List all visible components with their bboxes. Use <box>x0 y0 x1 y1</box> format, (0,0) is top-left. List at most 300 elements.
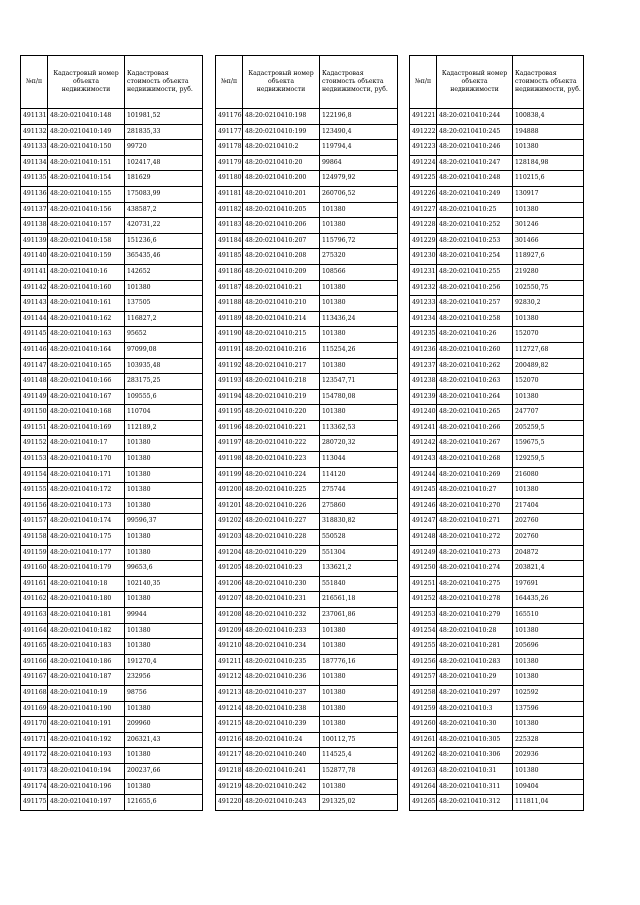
cadastral-number: 48:20:0210410:161 <box>48 296 125 312</box>
row-number: 491204 <box>216 545 243 561</box>
table-row <box>21 701 203 717</box>
table-row <box>21 124 203 140</box>
cadastral-number: 48:20:0210410:219 <box>243 389 320 405</box>
row-number: 491202 <box>216 514 243 530</box>
cadastral-number: 48:20:0210410:205 <box>243 202 320 218</box>
table-row <box>216 233 398 249</box>
cadastral-number: 48:20:0210410:228 <box>243 530 320 546</box>
table-row <box>21 498 203 514</box>
cadastral-value: 119794,4 <box>320 140 398 156</box>
header-num: №п/п <box>216 56 243 109</box>
row-number: 491195 <box>216 405 243 421</box>
table-row <box>216 685 398 701</box>
table-row <box>21 623 203 639</box>
table-row <box>216 592 398 608</box>
row-number: 491250 <box>410 561 437 577</box>
table-row <box>410 249 584 265</box>
cadastral-value: 101380 <box>513 311 584 327</box>
cadastral-value: 129259,5 <box>513 452 584 468</box>
cadastral-number: 48:20:0210410:305 <box>437 732 513 748</box>
table-row <box>21 763 203 779</box>
row-number: 491167 <box>21 670 48 686</box>
row-number: 491260 <box>410 717 437 733</box>
row-number: 491246 <box>410 498 437 514</box>
row-number: 491160 <box>21 561 48 577</box>
table-row <box>216 748 398 764</box>
table-row <box>410 670 584 686</box>
row-number: 491168 <box>21 685 48 701</box>
cadastral-number: 48:20:0210410:180 <box>48 592 125 608</box>
table-row <box>410 389 584 405</box>
row-number: 491192 <box>216 358 243 374</box>
table-row <box>216 280 398 296</box>
table-row <box>410 311 584 327</box>
row-number: 491262 <box>410 748 437 764</box>
row-number: 491163 <box>21 608 48 624</box>
row-number: 491177 <box>216 124 243 140</box>
table-row <box>216 701 398 717</box>
row-number: 491239 <box>410 389 437 405</box>
row-number: 491150 <box>21 405 48 421</box>
table-row <box>410 140 584 156</box>
row-number: 491214 <box>216 701 243 717</box>
cadastral-value: 275320 <box>320 249 398 265</box>
row-number: 491240 <box>410 405 437 421</box>
row-number: 491166 <box>21 654 48 670</box>
cadastral-number: 48:20:0210410:200 <box>243 171 320 187</box>
cadastral-value: 275860 <box>320 498 398 514</box>
cadastral-number: 48:20:0210410:274 <box>437 561 513 577</box>
table-row <box>410 732 584 748</box>
cadastral-value: 102417,48 <box>125 155 203 171</box>
cadastral-number: 48:20:0210410:262 <box>437 358 513 374</box>
cadastral-value: 281835,33 <box>125 124 203 140</box>
table-row <box>410 405 584 421</box>
cadastral-value: 103935,48 <box>125 358 203 374</box>
table-row <box>21 467 203 483</box>
cadastral-value: 237061,86 <box>320 608 398 624</box>
table-row <box>216 420 398 436</box>
cadastral-number: 48:20:0210410:220 <box>243 405 320 421</box>
cadastral-number: 48:20:0210410:236 <box>243 670 320 686</box>
cadastral-number: 48:20:0210410:177 <box>48 545 125 561</box>
cadastral-value: 102140,35 <box>125 576 203 592</box>
row-number: 491223 <box>410 140 437 156</box>
table-row <box>410 109 584 125</box>
table-row <box>410 327 584 343</box>
row-number: 491213 <box>216 685 243 701</box>
cadastral-number: 48:20:0210410:18 <box>48 576 125 592</box>
cadastral-number: 48:20:0210410:226 <box>243 498 320 514</box>
cadastral-value: 112189,2 <box>125 420 203 436</box>
table-row <box>410 514 584 530</box>
row-number: 491165 <box>21 639 48 655</box>
row-number: 491198 <box>216 452 243 468</box>
cadastral-value: 108566 <box>320 264 398 280</box>
cadastral-value: 101380 <box>513 483 584 499</box>
cadastral-number: 48:20:0210410:249 <box>437 186 513 202</box>
table-row <box>21 389 203 405</box>
cadastral-value: 217404 <box>513 498 584 514</box>
row-number: 491162 <box>21 592 48 608</box>
row-number: 491148 <box>21 374 48 390</box>
table-row <box>410 592 584 608</box>
cadastral-value: 101380 <box>125 592 203 608</box>
table-row <box>410 530 584 546</box>
table-row <box>21 420 203 436</box>
cadastral-value: 101380 <box>513 670 584 686</box>
row-number: 491228 <box>410 218 437 234</box>
row-number: 491226 <box>410 186 437 202</box>
table-row <box>216 514 398 530</box>
table-row <box>21 639 203 655</box>
cadastral-number: 48:20:0210410:157 <box>48 218 125 234</box>
row-number: 491133 <box>21 140 48 156</box>
table-row <box>216 732 398 748</box>
row-number: 491205 <box>216 561 243 577</box>
cadastral-number: 48:20:0210410:232 <box>243 608 320 624</box>
cadastral-number: 48:20:0210410:265 <box>437 405 513 421</box>
table-row <box>410 654 584 670</box>
cadastral-value: 101380 <box>320 685 398 701</box>
row-number: 491211 <box>216 654 243 670</box>
cadastral-value: 111811,04 <box>513 795 584 811</box>
table-row <box>410 124 584 140</box>
row-number: 491215 <box>216 717 243 733</box>
cadastral-number: 48:20:0210410:19 <box>48 685 125 701</box>
cadastral-number: 48:20:0210410:165 <box>48 358 125 374</box>
cadastral-value: 124979,92 <box>320 171 398 187</box>
table-row <box>216 545 398 561</box>
row-number: 491180 <box>216 171 243 187</box>
row-number: 491137 <box>21 202 48 218</box>
cadastral-number: 48:20:0210410:25 <box>437 202 513 218</box>
table-header-row <box>216 56 398 109</box>
table-row <box>410 748 584 764</box>
table-row <box>410 436 584 452</box>
row-number: 491159 <box>21 545 48 561</box>
cadastral-number: 48:20:0210410:190 <box>48 701 125 717</box>
cadastral-value: 109404 <box>513 779 584 795</box>
header-cadastral-number: Кадастровый номер объекта недвижимости <box>243 56 320 109</box>
table-row <box>21 592 203 608</box>
row-number: 491189 <box>216 311 243 327</box>
cadastral-number: 48:20:0210410:264 <box>437 389 513 405</box>
cadastral-number: 48:20:0210410:179 <box>48 561 125 577</box>
table-row <box>216 296 398 312</box>
row-number: 491217 <box>216 748 243 764</box>
cadastral-number: 48:20:0210410:278 <box>437 592 513 608</box>
cadastral-value: 202936 <box>513 748 584 764</box>
cadastral-number: 48:20:0210410:267 <box>437 436 513 452</box>
cadastral-number: 48:20:0210410:207 <box>243 233 320 249</box>
cadastral-number: 48:20:0210410:167 <box>48 389 125 405</box>
cadastral-value: 121655,6 <box>125 795 203 811</box>
table-row <box>21 576 203 592</box>
row-number: 491156 <box>21 498 48 514</box>
row-number: 491161 <box>21 576 48 592</box>
table-row <box>21 171 203 187</box>
row-number: 491169 <box>21 701 48 717</box>
cadastral-number: 48:20:0210410:151 <box>48 155 125 171</box>
cadastral-number: 48:20:0210410:227 <box>243 514 320 530</box>
cadastral-number: 48:20:0210410:306 <box>437 748 513 764</box>
cadastral-value: 101380 <box>125 701 203 717</box>
table-row <box>21 779 203 795</box>
row-number: 491188 <box>216 296 243 312</box>
row-number: 491191 <box>216 342 243 358</box>
cadastral-value: 116827,2 <box>125 311 203 327</box>
cadastral-number: 48:20:0210410:27 <box>437 483 513 499</box>
row-number: 491209 <box>216 623 243 639</box>
cadastral-number: 48:20:0210410:221 <box>243 420 320 436</box>
row-number: 491247 <box>410 514 437 530</box>
cadastral-number: 48:20:0210410:197 <box>48 795 125 811</box>
cadastral-number: 48:20:0210410:229 <box>243 545 320 561</box>
row-number: 491153 <box>21 452 48 468</box>
cadastral-number: 48:20:0210410:166 <box>48 374 125 390</box>
table-row <box>216 186 398 202</box>
cadastral-number: 48:20:0210410:297 <box>437 685 513 701</box>
row-number: 491243 <box>410 452 437 468</box>
cadastral-number: 48:20:0210410:163 <box>48 327 125 343</box>
header-num: №п/п <box>21 56 48 109</box>
cadastral-number: 48:20:0210410:182 <box>48 623 125 639</box>
cadastral-number: 48:20:0210410:20 <box>243 155 320 171</box>
row-number: 491154 <box>21 467 48 483</box>
row-number: 491149 <box>21 389 48 405</box>
cadastral-value: 101380 <box>320 327 398 343</box>
table-header-row <box>410 56 584 109</box>
cadastral-value: 123547,71 <box>320 374 398 390</box>
cadastral-number: 48:20:0210410:210 <box>243 296 320 312</box>
table-row <box>21 670 203 686</box>
row-number: 491134 <box>21 155 48 171</box>
table-row <box>21 140 203 156</box>
cadastral-value: 101380 <box>513 763 584 779</box>
cadastral-value: 438587,2 <box>125 202 203 218</box>
table-row <box>21 311 203 327</box>
table-row <box>410 374 584 390</box>
row-number: 491144 <box>21 311 48 327</box>
row-number: 491155 <box>21 483 48 499</box>
table-row <box>410 342 584 358</box>
cadastral-value: 99864 <box>320 155 398 171</box>
cadastral-number: 48:20:0210410:258 <box>437 311 513 327</box>
row-number: 491141 <box>21 264 48 280</box>
row-number: 491158 <box>21 530 48 546</box>
cadastral-value: 101380 <box>320 202 398 218</box>
cadastral-number: 48:20:0210410:257 <box>437 296 513 312</box>
row-number: 491176 <box>216 109 243 125</box>
cadastral-number: 48:20:0210410:174 <box>48 514 125 530</box>
row-number: 491265 <box>410 795 437 811</box>
cadastral-value: 232956 <box>125 670 203 686</box>
table-row <box>216 623 398 639</box>
table-row <box>216 436 398 452</box>
table-row <box>21 233 203 249</box>
cadastral-value: 137505 <box>125 296 203 312</box>
cadastral-value: 99653,6 <box>125 561 203 577</box>
cadastral-value: 113044 <box>320 452 398 468</box>
cadastral-table-2 <box>215 55 398 811</box>
table-row <box>410 576 584 592</box>
row-number: 491190 <box>216 327 243 343</box>
cadastral-value: 550528 <box>320 530 398 546</box>
table-row <box>410 639 584 655</box>
cadastral-number: 48:20:0210410:16 <box>48 264 125 280</box>
cadastral-value: 283175,25 <box>125 374 203 390</box>
cadastral-value: 151236,6 <box>125 233 203 249</box>
row-number: 491201 <box>216 498 243 514</box>
table-row <box>410 623 584 639</box>
table-row <box>216 311 398 327</box>
cadastral-value: 128184,98 <box>513 155 584 171</box>
row-number: 491238 <box>410 374 437 390</box>
table-row <box>410 779 584 795</box>
table-row <box>410 608 584 624</box>
row-number: 491251 <box>410 576 437 592</box>
row-number: 491224 <box>410 155 437 171</box>
cadastral-value: 101380 <box>125 545 203 561</box>
table-row <box>21 545 203 561</box>
table-row <box>410 483 584 499</box>
cadastral-value: 115254,26 <box>320 342 398 358</box>
row-number: 491222 <box>410 124 437 140</box>
table-row <box>21 748 203 764</box>
table-row <box>410 280 584 296</box>
cadastral-value: 101380 <box>513 202 584 218</box>
cadastral-number: 48:20:0210410:266 <box>437 420 513 436</box>
cadastral-value: 551840 <box>320 576 398 592</box>
cadastral-number: 48:20:0210410:209 <box>243 264 320 280</box>
cadastral-value: 225328 <box>513 732 584 748</box>
cadastral-value: 175083,99 <box>125 186 203 202</box>
cadastral-value: 101380 <box>320 623 398 639</box>
cadastral-number: 48:20:0210410:237 <box>243 685 320 701</box>
cadastral-value: 101380 <box>125 467 203 483</box>
table-row <box>216 140 398 156</box>
row-number: 491235 <box>410 327 437 343</box>
table-row <box>21 374 203 390</box>
cadastral-number: 48:20:0210410:235 <box>243 654 320 670</box>
cadastral-number: 48:20:0210410:193 <box>48 748 125 764</box>
cadastral-value: 101380 <box>320 218 398 234</box>
cadastral-value: 202760 <box>513 530 584 546</box>
row-number: 491135 <box>21 171 48 187</box>
table-row <box>410 420 584 436</box>
cadastral-number: 48:20:0210410:223 <box>243 452 320 468</box>
table-row <box>410 186 584 202</box>
row-number: 491186 <box>216 264 243 280</box>
cadastral-value: 203821,4 <box>513 561 584 577</box>
header-cadastral-number: Кадастровый номер объекта недвижимости <box>437 56 513 109</box>
table-row <box>216 124 398 140</box>
cadastral-value: 130917 <box>513 186 584 202</box>
table-row <box>216 452 398 468</box>
cadastral-number: 48:20:0210410:191 <box>48 717 125 733</box>
row-number: 491138 <box>21 218 48 234</box>
table-row <box>216 389 398 405</box>
cadastral-value: 123490,4 <box>320 124 398 140</box>
table-row <box>410 717 584 733</box>
cadastral-value: 100838,4 <box>513 109 584 125</box>
table-row <box>410 202 584 218</box>
row-number: 491261 <box>410 732 437 748</box>
cadastral-number: 48:20:0210410:275 <box>437 576 513 592</box>
table-row <box>216 779 398 795</box>
table-row <box>21 732 203 748</box>
row-number: 491219 <box>216 779 243 795</box>
row-number: 491207 <box>216 592 243 608</box>
cadastral-value: 209960 <box>125 717 203 733</box>
table-row <box>216 561 398 577</box>
row-number: 491231 <box>410 264 437 280</box>
cadastral-number: 48:20:0210410:164 <box>48 342 125 358</box>
cadastral-number: 48:20:0210410:28 <box>437 623 513 639</box>
cadastral-number: 48:20:0210410:2 <box>243 140 320 156</box>
table-row <box>410 155 584 171</box>
cadastral-number: 48:20:0210410:218 <box>243 374 320 390</box>
cadastral-value: 102550,75 <box>513 280 584 296</box>
cadastral-value: 98756 <box>125 685 203 701</box>
cadastral-value: 101380 <box>320 358 398 374</box>
cadastral-number: 48:20:0210410:168 <box>48 405 125 421</box>
row-number: 491170 <box>21 717 48 733</box>
table-row <box>21 202 203 218</box>
cadastral-value: 115796,72 <box>320 233 398 249</box>
cadastral-value: 152877,78 <box>320 763 398 779</box>
row-number: 491218 <box>216 763 243 779</box>
cadastral-number: 48:20:0210410:222 <box>243 436 320 452</box>
cadastral-number: 48:20:0210410:158 <box>48 233 125 249</box>
cadastral-value: 110704 <box>125 405 203 421</box>
cadastral-number: 48:20:0210410:159 <box>48 249 125 265</box>
cadastral-value: 101380 <box>513 717 584 733</box>
table-row <box>410 296 584 312</box>
row-number: 491183 <box>216 218 243 234</box>
row-number: 491249 <box>410 545 437 561</box>
cadastral-value: 122196,8 <box>320 109 398 125</box>
cadastral-value: 101380 <box>513 623 584 639</box>
row-number: 491237 <box>410 358 437 374</box>
cadastral-value: 152070 <box>513 374 584 390</box>
row-number: 491234 <box>410 311 437 327</box>
cadastral-number: 48:20:0210410:231 <box>243 592 320 608</box>
cadastral-number: 48:20:0210410:272 <box>437 530 513 546</box>
table-row <box>410 218 584 234</box>
cadastral-number: 48:20:0210410:241 <box>243 763 320 779</box>
cadastral-number: 48:20:0210410:162 <box>48 311 125 327</box>
cadastral-value: 205259,5 <box>513 420 584 436</box>
cadastral-number: 48:20:0210410:3 <box>437 701 513 717</box>
row-number: 491208 <box>216 608 243 624</box>
table-row <box>410 685 584 701</box>
table-row <box>21 280 203 296</box>
cadastral-number: 48:20:0210410:149 <box>48 124 125 140</box>
table-row <box>21 264 203 280</box>
cadastral-number: 48:20:0210410:156 <box>48 202 125 218</box>
cadastral-number: 48:20:0210410:24 <box>243 732 320 748</box>
header-cadastral-value: Кадастровая стоимость объекта недвижимости, руб. <box>513 56 584 109</box>
cadastral-value: 101380 <box>320 670 398 686</box>
cadastral-number: 48:20:0210410:217 <box>243 358 320 374</box>
cadastral-value: 101380 <box>125 452 203 468</box>
table-row <box>216 467 398 483</box>
row-number: 491151 <box>21 420 48 436</box>
table-row <box>21 358 203 374</box>
cadastral-value: 280720,32 <box>320 436 398 452</box>
